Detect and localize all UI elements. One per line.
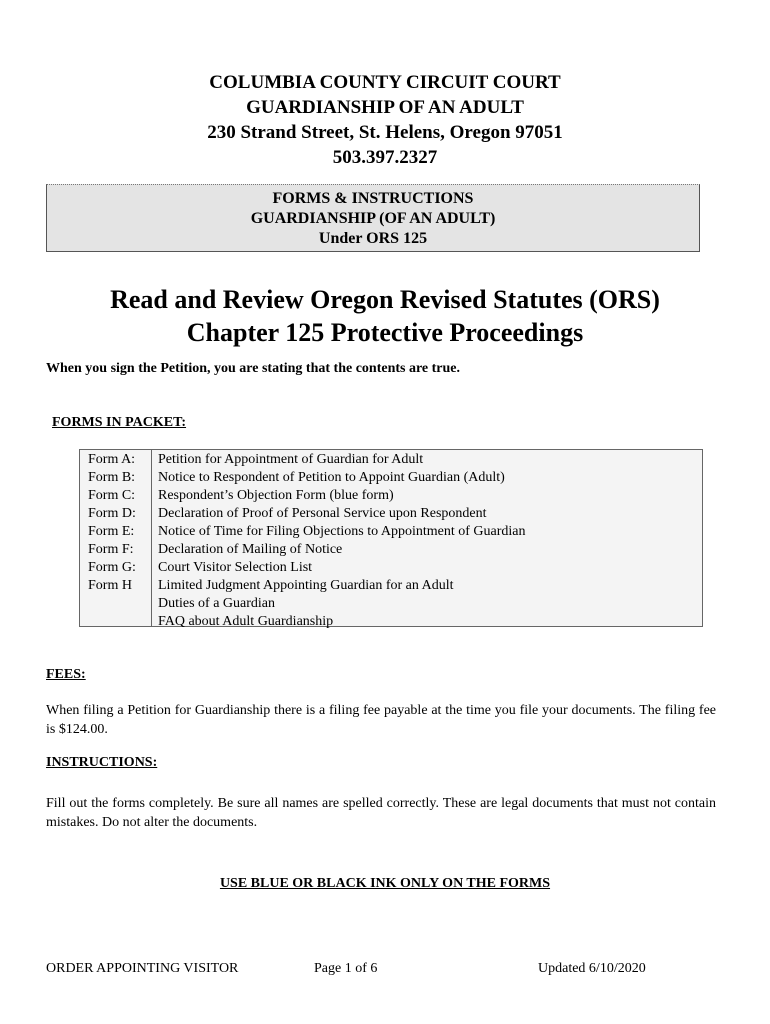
- form-title: Notice of Time for Filing Objections to Appointment of Guardian: [158, 524, 526, 539]
- form-code: Form G:: [88, 560, 136, 575]
- forms-heading: FORMS IN PACKET:: [52, 415, 187, 430]
- form-code: [88, 595, 151, 613]
- case-type: GUARDIANSHIP OF AN ADULT: [246, 97, 524, 118]
- footer-form-name: ORDER APPOINTING VISITOR: [46, 961, 239, 976]
- instructions-text: Fill out the forms completely. Be sure all names are spelled correctly. These are legal documents that must not contain mistakes. Do not alter the documents.: [46, 796, 716, 830]
- box-line-2: GUARDIANSHIP (OF AN ADULT): [250, 210, 496, 227]
- title-line-1: Read and Review Oregon Revised Statutes (ORS): [110, 285, 660, 314]
- court-name: COLUMBIA COUNTY CIRCUIT COURT: [209, 72, 561, 93]
- form-title: Limited Judgment Appointing Guardian for an Adult: [158, 578, 454, 593]
- form-title: Petition for Appointment of Guardian for Adult: [158, 452, 424, 467]
- form-title: Declaration of Mailing of Notice: [158, 542, 343, 557]
- form-code: Form F:: [88, 542, 134, 557]
- form-code: Form H: [88, 578, 132, 593]
- court-header: [0, 70, 770, 170]
- forms-instructions-box: [46, 184, 700, 252]
- forms-table: [79, 449, 703, 627]
- form-title: Respondent’s Objection Form (blue form): [158, 488, 394, 503]
- form-titles-column: [158, 450, 525, 631]
- form-title: Declaration of Proof of Personal Service upon Respondent: [158, 506, 487, 521]
- form-title: Duties of a Guardian: [158, 596, 276, 611]
- court-phone: 503.397.2327: [332, 147, 438, 168]
- form-code: Form D:: [88, 506, 136, 521]
- form-code: [88, 613, 151, 631]
- title-line-2: Chapter 125 Protective Proceedings: [186, 318, 584, 347]
- instructions-heading: INSTRUCTIONS:: [46, 755, 158, 770]
- court-address: 230 Strand Street, St. Helens, Oregon 97051: [207, 122, 563, 143]
- form-code: Form C:: [88, 488, 136, 503]
- fees-text: When filing a Petition for Guardianship there is a filing fee payable at the time you file your documents. The filing fee is $124.00.: [46, 703, 716, 737]
- fees-heading: FEES:: [46, 667, 86, 682]
- form-code: Form A:: [88, 452, 136, 467]
- form-title: FAQ about Adult Guardianship: [158, 614, 334, 629]
- footer-updated-date: Updated 6/10/2020: [538, 961, 646, 976]
- form-title: Court Visitor Selection List: [158, 560, 313, 575]
- footer-page-number: Page 1 of 6: [314, 961, 378, 976]
- form-title: Notice to Respondent of Petition to Appoint Guardian (Adult): [158, 470, 505, 485]
- box-line-3: Under ORS 125: [318, 230, 428, 247]
- page-title: [0, 283, 770, 349]
- form-code: Form B:: [88, 470, 136, 485]
- box-line-1: FORMS & INSTRUCTIONS: [272, 190, 474, 207]
- petition-statement: When you sign the Petition, you are stating that the contents are true.: [46, 361, 461, 376]
- ink-notice: USE BLUE OR BLACK INK ONLY ON THE FORMS: [219, 876, 551, 891]
- form-code: Form E:: [88, 524, 135, 539]
- form-codes-column: [80, 450, 152, 626]
